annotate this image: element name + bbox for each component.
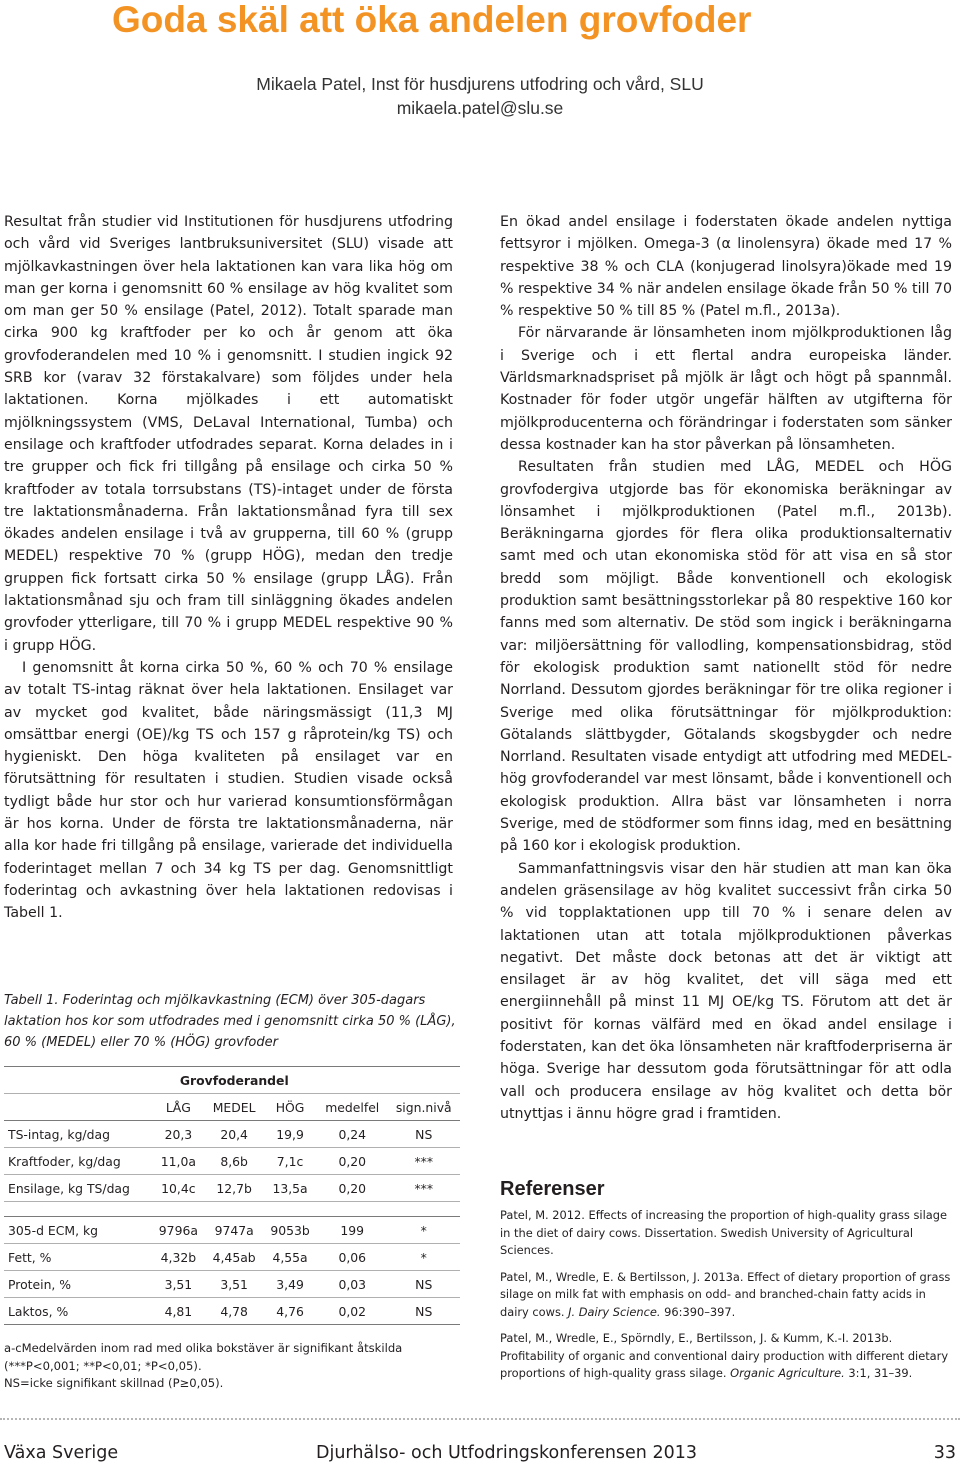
column-header: LÅG bbox=[165, 1099, 191, 1115]
author-block bbox=[220, 72, 740, 120]
cell: 3,49 bbox=[263, 1271, 317, 1298]
table-row bbox=[4, 1175, 460, 1202]
reference-item: Patel, M. 2012. Effects of increasing the proportion of high-quality grass silage in the diet of dairy cows. Dissertation. Swedish University of Agricultural Sciences. bbox=[500, 1208, 947, 1257]
right-paragraph-2: För närvarande är lönsamheten inom mjölkproduktionen låg i Sverige och i ett flertal andra europeiska länder. Världsmarknadspriset på mjölk är lågt och högt på spannmål. Kostnader för foder utgör ungefär hälften av utgifterna för mjölkproducenterna och förändringar i foderstaten som sänker dessa kostnader kan ha stor påverkan på lönsamheten. bbox=[500, 325, 952, 453]
row-label: Protein, % bbox=[4, 1271, 152, 1298]
footnote-line: a-cMedelvärden inom rad med olika bokstäver är signifikant åtskilda bbox=[4, 1341, 403, 1355]
row-label: 305-d ECM, kg bbox=[4, 1217, 152, 1244]
cell: *** bbox=[387, 1148, 460, 1175]
cell: 12,7b bbox=[205, 1175, 263, 1202]
footer-divider bbox=[0, 1418, 960, 1420]
table-row bbox=[4, 1298, 460, 1325]
row-label: Laktos, % bbox=[4, 1298, 152, 1325]
references-heading: Referenser bbox=[500, 1178, 605, 1200]
table-row bbox=[4, 1121, 460, 1148]
cell: * bbox=[387, 1217, 460, 1244]
cell: 4,81 bbox=[152, 1298, 206, 1325]
cell: 4,32b bbox=[152, 1244, 206, 1271]
cell: 4,76 bbox=[263, 1298, 317, 1325]
cell: NS bbox=[387, 1271, 460, 1298]
right-paragraph-3: Resultaten från studien med LÅG, MEDEL och HÖG grovfodergiva utgjorde bas för ekonomiska beräkningar av lönsamhet i mjölkproduktionen (Patel m.fl., 2013b). Beräkningarna gjordes för flera olika produktionsalternativ samt med och utan ekonomiska stöd för att visa en så stor bredd som möjligt. Både konventionell och ekologisk produktion samt besättningsstorlekar på 80 respektive 160 kor fanns med som alternativ. De stöd som ingick i beräkningarna var: miljöersättning för vallodling, kompensationsbidrag, stöd för ekologisk produktion samt nationellt stöd för nedre Norrland. Dessutom gjordes beräkningar för tre olika regioner i Sverige med olika förutsättningar för mjölkproduktion: Götalands slättbygder, Götalands skogsbygder och nedre Norrland. Resultaten visade entydigt att utfodring med MEDEL-hög grovfoderandel var mest lönsamt, både i konventionell och ekologisk produktion. Allra bäst var lönsamheten i norra Sverige, med de stödformer som finns idag, med en besättning på 160 kor i ekologisk produktion. bbox=[500, 459, 952, 855]
row-label: Ensilage, kg TS/dag bbox=[4, 1175, 152, 1202]
cell: 7,1c bbox=[263, 1148, 317, 1175]
cell: 4,45ab bbox=[205, 1244, 263, 1271]
table-footnote bbox=[4, 1340, 464, 1393]
group-header: Grovfoderandel bbox=[152, 1067, 317, 1094]
cell: 20,4 bbox=[205, 1121, 263, 1148]
journal-name: J. Dairy Science. bbox=[568, 1304, 661, 1319]
cell: * bbox=[387, 1244, 460, 1271]
right-paragraph-4: Sammanfattningsvis visar den här studien att man kan öka andelen gräsensilage av hög kvalitet successivt från cirka 50 % vid topplaktationen upp till 70 % i senare delen av laktationen utan att totala mjölkproduktionen påverkas negativt. Det måste dock betonas att det är viktigt att ensilaget är av hög kvalitet, det vill säga med ett energiinnehåll på minst 11 MJ OE/kg TS. Förutom att det är positivt för kornas välfärd med en ökad andel ensilage i foderstaten, kan det öka lönsamheten när kraftfoderpriserna är höga. Sverige har dessutom goda förutsättningar för att odla vall och producera ensilage av hög kvalitet och detta bör utnyttjas i ännu högre grad i framtiden. bbox=[500, 860, 952, 1122]
journal-name: Organic Agriculture. bbox=[730, 1366, 845, 1380]
cell: 4,55a bbox=[263, 1244, 317, 1271]
cell: 0,03 bbox=[317, 1271, 388, 1298]
table-caption: Tabell 1. Foderintag och mjölkavkastning (ECM) över 305-dagars laktation hos kor som utfodrades med i genomsnitt cirka 50 % (LÅG), 60 % (MEDEL) eller 70 % (HÖG) grovfoder bbox=[4, 993, 456, 1050]
references-list bbox=[500, 1207, 952, 1392]
cell: 3,51 bbox=[152, 1271, 206, 1298]
cell: 199 bbox=[317, 1217, 388, 1244]
cell: 3,51 bbox=[205, 1271, 263, 1298]
page-title: Goda skäl att öka andelen grovfoder bbox=[112, 0, 752, 40]
table-group-header-row bbox=[4, 1067, 460, 1094]
column-header: sign.nivå bbox=[395, 1099, 452, 1115]
footer-center: Djurhälso- och Utfodringskonferensen 2013 bbox=[316, 1443, 698, 1463]
cell: 10,4c bbox=[152, 1175, 206, 1202]
cell: 8,6b bbox=[205, 1148, 263, 1175]
table-row bbox=[4, 1244, 460, 1271]
table-row bbox=[4, 1217, 460, 1244]
cell: 0,20 bbox=[317, 1175, 388, 1202]
reference-item: Patel, M., Wredle, E. & Bertilsson, J. 2013a. Effect of dietary proportion of grass silage on milk fat with emphasis on odd- and branched-chain fatty acids in dairy cows. J. Dairy Science. 96:390–397. bbox=[500, 1269, 951, 1319]
cell: 9053b bbox=[263, 1217, 317, 1244]
left-paragraph-1: Resultat från studier vid Institutionen för husdjurens utfodring och vård vid Sveriges lantbruksuniversitet (SLU) visade att mjölkavkastningen över hela laktationen kan vara lika hög om man ger korna i genomsnitt 60 % ensilage av hög kvalitet som om man ger 50 % ensilage (Patel, 2012). Totalt sparade man cirka 900 kg kraftfoder per ko och år genom att öka grovfoderandelen med 10 % i genomsnitt. I studien ingick 92 SRB kor (varav 32 förstakalvare) som följdes under hela laktationen. Korna mjölkades i ett automatiskt mjölkningssystem (VMS, DeLaval International, Tumba) och ensilage och kraftfoder utfodrades separat. Korna delades in i tre grupper och fick fri tillgång på ensilage och cirka 50 % kraftfoder av totala torrsubstans (TS)-intaget under de första tre laktationsmånaderna. Från laktationsmånad fyra till sex ökades andelen ensilage i två av grupperna, till 60 % (grupp MEDEL) respektive 70 % (grupp HÖG), medan den tredje gruppen fick fortsatt cirka 50 % ensilage (grupp LÅG). Från laktationsmånad sju och fram till sinläggning ökades andelen grovfoder ytterligare, till 70 % i grupp MEDEL respektive 90 % i grupp HÖG. bbox=[4, 214, 453, 654]
cell: 0,02 bbox=[317, 1298, 388, 1325]
table-column-header-row bbox=[4, 1094, 460, 1121]
reference-item: Patel, M., Wredle, E., Spörndly, E., Bertilsson, J. & Kumm, K.-I. 2013b. Profitability of organic and conventional dairy production with different dietary proportions of high-quality grass silage. Organic Agriculture. 3:1, 31–39. bbox=[500, 1331, 949, 1380]
left-paragraph-2: I genomsnitt åt korna cirka 50 %, 60 % och 70 % ensilage av totalt TS-intag räknat över hela laktationen. Ensilaget var av mycket god kvalitet, både näringsmässigt (11,3 MJ omsättbar energi (OE)/kg TS och 157 g råprotein/kg TS) och hygieniskt. Den höga kvaliteten på ensilaget var en förutsättning för resultaten i studien. Studien visade också tydligt både hur stor och hur varierad konsumtionsförmågan är hos korna. Under de första tre laktationsmånaderna, när alla kor hade fri tillgång på ensilage, varierade det individuella foderintaget mellan 7 och 34 kg TS per dag. Genomsnittligt foderintag och avkastning över hela laktationen redovisas i Tabell 1. bbox=[4, 659, 453, 922]
right-paragraph-1: En ökad andel ensilage i foderstaten ökade andelen nyttiga fettsyror i mjölken. Omega-3 (α linolensyra) ökade med 17 % respektive 38 % och CLA (konjugerad linolsyra)ökade med 19 % respektive 34 % när andelen ensilage ökade från 50 % till 70 % respektive 50 % till 85 % (Patel m.fl., 2013a). bbox=[500, 214, 952, 320]
cell: 0,20 bbox=[317, 1148, 388, 1175]
table-row bbox=[4, 1148, 460, 1175]
cell: NS bbox=[387, 1298, 460, 1325]
author-line: Mikaela Patel, Inst för husdjurens utfodring och vård, SLU bbox=[256, 74, 704, 94]
table-spacer bbox=[4, 1202, 460, 1217]
footnote-line: (***P<0,001; **P<0,01; *P<0,05). bbox=[4, 1358, 202, 1373]
cell: 20,3 bbox=[152, 1121, 206, 1148]
footnote-line: NS=icke signifikant skillnad (P≥0,05). bbox=[4, 1376, 224, 1390]
column-header: medelfel bbox=[325, 1099, 380, 1115]
cell: *** bbox=[387, 1175, 460, 1202]
cell: 9747a bbox=[205, 1217, 263, 1244]
cell: 9796a bbox=[152, 1217, 206, 1244]
cell: 13,5a bbox=[263, 1175, 317, 1202]
column-header: HÖG bbox=[275, 1099, 305, 1115]
table-row bbox=[4, 1271, 460, 1298]
right-column bbox=[500, 211, 952, 1125]
column-header: MEDEL bbox=[212, 1099, 256, 1115]
page-number: 33 bbox=[933, 1443, 956, 1463]
row-label: Kraftfoder, kg/dag bbox=[4, 1148, 152, 1175]
row-label: TS-intag, kg/dag bbox=[4, 1121, 152, 1148]
results-table bbox=[4, 1066, 460, 1325]
cell: 0,06 bbox=[317, 1244, 388, 1271]
cell: 4,78 bbox=[205, 1298, 263, 1325]
footer-left: Växa Sverige bbox=[4, 1443, 119, 1463]
cell: 11,0a bbox=[152, 1148, 206, 1175]
cell: NS bbox=[387, 1121, 460, 1148]
left-column bbox=[4, 211, 453, 925]
cell: 19,9 bbox=[263, 1121, 317, 1148]
row-label: Fett, % bbox=[4, 1244, 152, 1271]
author-email: mikaela.patel@slu.se bbox=[396, 98, 564, 118]
cell: 0,24 bbox=[317, 1121, 388, 1148]
